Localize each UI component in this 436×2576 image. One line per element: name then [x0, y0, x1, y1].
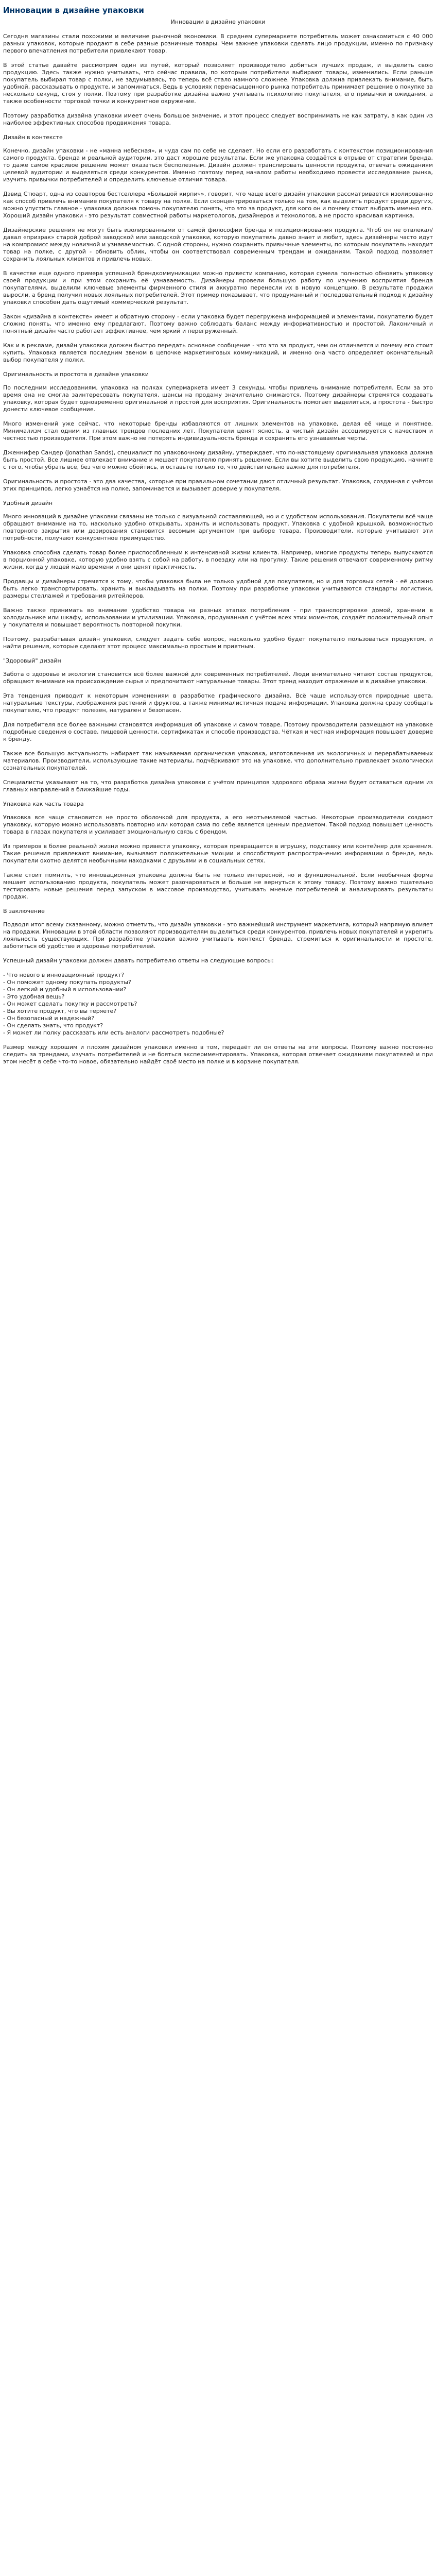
paragraph — [3, 270, 433, 306]
paragraph — [3, 449, 433, 471]
section-heading: Дизайн в контексте — [3, 134, 63, 141]
paragraph — [3, 721, 433, 743]
paragraph-text: Для потребителя все более важными становятся информация об упаковке и самом товаре. Поэтому производители размещают на упаковке подробные сведения о составе, пищевой ценности, сертификатах и способе производства. Чёткая и честная информация повышает доверие к бренду. — [3, 721, 433, 742]
article — [0, 0, 436, 1083]
section-heading: В заключение — [3, 908, 45, 914]
paragraph — [3, 420, 433, 442]
paragraph — [3, 872, 433, 901]
paragraph-text: Конечно, дизайн упаковки - не «манна небесная», и чуда сам по себе не сделает. Но если его разработать с контекстом позиционирования самого продукта, бренда и реальной аудитории, это даст хорошие результаты. Если же упаковка создаётся в отрыве от стратегии бренда, то даже самое красивое решение может оказаться бесполезным. Дизайн должен транслировать ценности продукта, отвечать ожиданиям целевой аудитории и выделяться среди конкурентов. Именно поэтому перед началом работы необходимо провести исследование рынка, изучить привычки потребителей и определить ключевые отличия товара. — [3, 147, 433, 183]
paragraph — [3, 191, 433, 219]
paragraph-text: Успешный дизайн упаковки должен давать потребителю ответы на следующие вопросы: — [3, 957, 274, 964]
paragraph — [3, 578, 433, 600]
paragraph-text: Дизайнерские решения не могут быть изолированными от самой философии бренда и позиционирования продукта. Чтоб он не отвлекал/давал «призрак» старой доброй заводской или заводской упаковки, которую покупатель давно знает и любит, здесь дизайнеры часто идут на компромисс между новизной и узнаваемостью. С одной стороны, нужно сохранить привычные элементы, по которым покупатель находит товар на полке, с другой - обновить облик, чтобы он соответствовал современным трендам и ожиданиям. Такой подход позволяет сохранить лояльных клиентов и привлечь новых. — [3, 227, 433, 262]
section-heading: "Здоровый" дизайн — [3, 657, 61, 664]
section-heading: Удобный дизайн — [3, 500, 53, 506]
paragraph-text: Оригинальность и простота - это два качества, которые при правильном сочетании дают отличный результат. Упаковка, созданная с учётом этих принципов, легко узнаётся на полке, запоминается и вызывает доверие у покупателя. — [3, 478, 433, 492]
paragraph — [3, 636, 433, 650]
paragraph-text: По последним исследованиям, упаковка на полках супермаркета имеет 3 секунды, чтобы привлечь внимание потребителя. Если за это время она не смогла заинтересовать покупателя, шансы на продажу значительно снижаются. Поэтому дизайнеры стремятся создавать упаковку, которая будет одновременно оригинальной и простой для восприятия. Оригинальность помогает выделиться, а простота - быстро донести ключевое сообщение. — [3, 384, 433, 413]
question-list-item: - Я может ли полку рассказать или есть аналоги рассмотреть подобные? — [3, 1029, 224, 1036]
question-list-item: - Он легкий и удобный в использовании? — [3, 986, 127, 993]
paragraph-text: Продавцы и дизайнеры стремятся к тому, чтобы упаковка была не только удобной для покупателя, но и для торговых сетей - её должно быть легко транспортировать, хранить и выкладывать на полки. Поэтому при разработке упаковки учитываются стандарты логистики, размеры стеллажей и требования ритейлеров. — [3, 578, 433, 599]
paragraph-text: Упаковка все чаще становится не просто оболочкой для продукта, а его неотъемлемой частью. Некоторые производители создают упаковку, которую можно использовать повторно или которая сама по себе является ценным предметом. Такой подход повышает ценность товара в глазах покупателя и усиливает эмоциональную связь с брендом. — [3, 814, 433, 835]
question-list-item: - Он может сделать покупку и рассмотреть? — [3, 1001, 137, 1007]
paragraph-text: Много инноваций в дизайне упаковки связаны не только с визуальной составляющей, но и с удобством использования. Покупатели всё чаще обращают внимание на то, насколько удобно открывать, хранить и использовать продукт. Упаковка с удобной крышкой, возможностью повторного закрытия или дозирования становится весомым аргументом при выборе товара. Производители, которые учитывают эти потребности, получают конкурентное преимущество. — [3, 513, 433, 541]
paragraph — [3, 33, 433, 55]
paragraph — [3, 313, 433, 335]
paragraph-text: Важно также принимать во внимание удобство товара на разных этапах потребления - при транспортировке домой, хранении в холодильнике или шкафу, использовании и утилизации. Упаковка, продуманная с учётом всех этих моментов, создаёт положительный опыт у покупателя и повышает вероятность повторной покупки. — [3, 607, 433, 628]
paragraph-text: Дженнифер Сандер (Jonathan Sands), специалист по упаковочному дизайну, утверждает, что по-настоящему оригинальная упаковка должна быть простой. Все лишнее отвлекает внимание и мешает покупателю принять решение. Если вы хотите выделить свою продукцию, начните с того, чтобы убрать всё, без чего можно обойтись, и оставьте только то, что действительно важно для потребителя. — [3, 449, 433, 470]
question-list-item: - Что нового в инновационный продукт? — [3, 972, 125, 978]
paragraph-text: Много изменений уже сейчас, что некоторые бренды избавляются от лишних элементов на упаковке, делая её чище и понятнее. Минимализм стал одним из главных трендов последних лет. Покупатели ценят ясность, а чистый дизайн ассоциируется с качеством и честностью производителя. При этом важно не потерять индивидуальность бренда и сохранить его узнаваемые черты. — [3, 420, 433, 442]
paragraph-text: Поэтому разработка дизайна упаковки имеет очень большое значение, и этот процесс следует воспринимать не как затрату, а как один из наиболее эффективных способов продвижения товара. — [3, 112, 433, 126]
paragraph-text: Также все большую актуальность набирает так называемая органическая упаковка, изготовленная из экологичных и перерабатываемых материалов. Производители, использующие такие материалы, подчёркивают это на упаковке, что дополнительно привлекает экологически сознательных покупателей. — [3, 750, 433, 771]
paragraph — [3, 62, 433, 105]
paragraph-text: В этой статье давайте рассмотрим один из путей, который позволяет производителю добиться лучших продаж, и выделить свою продукцию. Здесь также нужно учитывать, что сейчас правила, по которым потребители выбирают товары, изменились. Если раньше покупатель выбирал товар с полки, не задумываясь, то теперь всё стало намного сложнее. Упаковка должна привлекать внимание, быть удобной, рассказывать о продукте, и запоминаться. Ведь в условиях перенасыщенного рынка потребитель принимает решение о покупке за несколько секунд, стоя у полки. Поэтому при разработке дизайна важно учитывать психологию покупателя, его привычки и ожидания, а также особенности торговой точки и конкурентное окружение. — [3, 62, 433, 105]
paragraph-text: Специалисты указывают на то, что разработка дизайна упаковки с учётом принципов здорового образа жизни будет оставаться одним из главных направлений в ближайшие годы. — [3, 779, 433, 793]
paragraph-text: Забота о здоровье и экологии становится всё более важной для современных потребителей. Люди внимательно читают состав продуктов, обращают внимание на происхождение сырья и предпочитают натуральные товары. Этот тренд находит отражение и в дизайне упаковки. — [3, 671, 433, 685]
paragraph — [3, 384, 433, 413]
question-list-item: - Он поможет одному покупать продукты? — [3, 979, 131, 986]
paragraph-text: Размер между хорошим и плохим дизайном упаковки именно в том, передаёт ли он ответы на эти вопросы. Поэтому важно постоянно следить за трендами, изучать потребителей и не бояться экспериментировать. Упаковка, которая отвечает ожиданиям покупателей и при этом несёт в себе что-то новое, обязательно найдёт своё место на полке и в корзине покупателя. — [3, 1044, 433, 1065]
section-heading: Упаковка как часть товара — [3, 801, 84, 807]
article-heading: Инновации в дизайне упаковки — [170, 19, 266, 25]
question-list-item: - Он безопасный и надежный? — [3, 1015, 95, 1022]
question-list-item: - Он сделать знать, что продукт? — [3, 1022, 103, 1029]
paragraph — [3, 957, 433, 964]
paragraph — [3, 843, 433, 865]
paragraph — [3, 692, 433, 714]
paragraph-text: В качестве еще одного примера успешной брендкоммуникации можно привести компанию, которая сумела полностью обновить упаковку своей продукции и при этом сохранить её узнаваемость. Дизайнеры провели большую работу по изучению восприятия бренда покупателями, выделили ключевые элементы фирменного стиля и аккуратно перенесли их в новую концепцию. В результате продажи выросли, а бренд получил новых лояльных потребителей. Этот пример показывает, что продуманный и последовательный подход к дизайну упаковки способен дать ощутимый коммерческий результат. — [3, 270, 433, 306]
paragraph-text: Сегодня магазины стали похожими и величине рыночной экономики. В среднем супермаркете потребитель может ознакомиться с 40 000 разных упаковок, которые продают в себе разные розничные товары. Чем важнее упаковки сделать лицо продукции, именно по признаку первого впечатления потребители привлекают товар. — [3, 33, 433, 54]
paragraph-text: Из примеров в более реальной жизни можно привести упаковку, которая превращается в игрушку, подставку или контейнер для хранения. Такие решения привлекают внимание, вызывают положительные эмоции и способствуют распространению информации о бренде, ведь покупатели охотно делятся необычными находками с друзьями и в социальных сетях. — [3, 843, 433, 864]
paragraph — [3, 478, 433, 493]
paragraph — [3, 671, 433, 685]
paragraph-text: Как и в рекламе, дизайн упаковки должен быстро передать основное сообщение - что это за продукт, чем он отличается и почему его стоит купить. Упаковка является последним звеном в цепочке маркетинговых коммуникаций, и именно она часто определяет окончательный выбор покупателя у полки. — [3, 342, 433, 363]
paragraph — [3, 779, 433, 793]
paragraph — [3, 814, 433, 836]
paragraph — [3, 513, 433, 542]
paragraph-text: Эта тенденция приводит к некоторым изменениям в разработке графического дизайна. Всё чаще используются природные цвета, натуральные текстуры, изображения растений и фруктов, а также минималистичная подача информации. Упаковка должна сразу сообщать покупателю, что продукт полезен, натурален и безопасен. — [3, 692, 433, 714]
paragraph — [3, 1044, 433, 1065]
paragraph-text: Упаковка способна сделать товар более приспособленным к интенсивной жизни клиента. Например, многие продукты теперь выпускаются в порционной упаковке, которую удобно взять с собой на работу, в поездку или на прогулку. Такие решения отвечают современному ритму жизни, когда у людей мало времени и они ценят практичность. — [3, 549, 433, 570]
paragraph — [3, 921, 433, 950]
paragraph-text: Подводя итог всему сказанному, можно отметить, что дизайн упаковки - это важнейший инструмент маркетинга, который напрямую влияет на продажи. Инновации в этой области позволяют производителям выделиться среди конкурентов, привлечь новых покупателей и укрепить лояльность существующих. При разработке упаковки важно учитывать контекст бренда, стремиться к оригинальности и простоте, заботиться об удобстве и здоровье потребителей. — [3, 921, 433, 950]
article-body — [3, 19, 433, 1065]
paragraph — [3, 750, 433, 772]
page-title: Инновации в дизайне упаковки — [3, 6, 144, 15]
paragraph — [3, 549, 433, 571]
paragraph — [3, 607, 433, 629]
paragraph — [3, 112, 433, 127]
paragraph-text: Также стоит помнить, что инновационная упаковка должна быть не только интересной, но и функциональной. Если необычная форма мешает использованию продукта, покупатель может разочароваться и больше не вернуться к этому товару. Поэтому важно тщательно тестировать новые решения перед запуском в массовое производство, учитывать мнение потребителей и анализировать результаты продаж. — [3, 872, 433, 900]
question-list-item: - Вы хотите продукт, что вы теряете? — [3, 1008, 117, 1014]
section-heading: Оригинальность и простота в дизайне упаковки — [3, 371, 149, 378]
question-list-item: - Это удобная вещь? — [3, 993, 65, 1000]
paragraph-text: Дэвид Стюарт, одна из соавторов бестселлера «Большой кирпич», говорит, что чаще всего дизайн упаковки рассматривается изолированно как способ привлечь внимание покупателя к товару на полке. Если сконцентрироваться только на том, как выделить продукт среди других, можно упустить главное - упаковка должна помочь покупателю понять, что это за продукт, для кого он и почему стоит выбрать именно его. Хороший дизайн упаковки - это результат совместной работы маркетологов, дизайнеров и технологов, а не просто красивая картинка. — [3, 191, 433, 219]
paragraph-text: Поэтому, разрабатывая дизайн упаковки, следует задать себе вопрос, насколько удобно будет покупателю пользоваться продуктом, и найти решения, которые сделают этот процесс максимально простым и приятным. — [3, 636, 433, 650]
paragraph — [3, 227, 433, 263]
paragraph — [3, 147, 433, 183]
paragraph-text: Закон «дизайна в контексте» имеет и обратную сторону - если упаковка будет перегружена информацией и элементами, покупателю будет сложно понять, что именно ему предлагают. Поэтому важно соблюдать баланс между информативностью и простотой. Лаконичный и понятный дизайн часто работает эффективнее, чем яркий и перегруженный. — [3, 313, 433, 334]
paragraph — [3, 342, 433, 364]
